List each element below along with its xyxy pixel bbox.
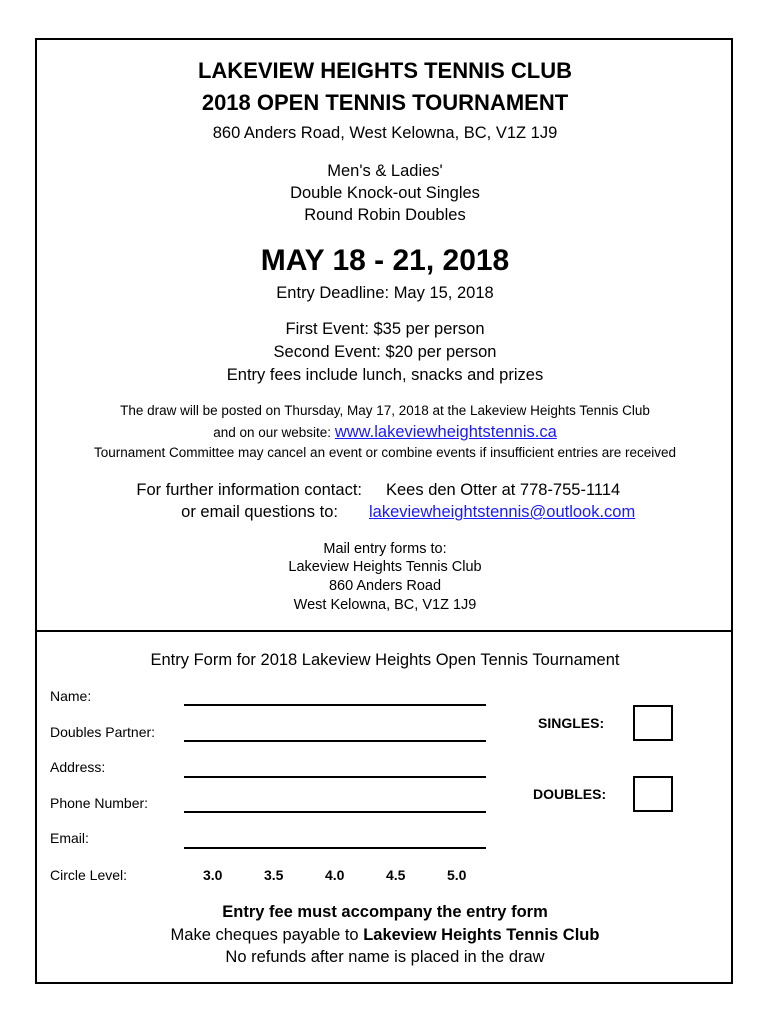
club-address: 860 Anders Road, West Kelowna, BC, V1Z 1J9 — [212, 124, 558, 142]
fee-first-event: First Event: $35 per person — [285, 320, 485, 338]
section-divider — [35, 630, 733, 632]
website-prefix: and on our website: — [213, 425, 332, 440]
fee-includes: Entry fees include lunch, snacks and prizes — [226, 366, 544, 384]
singles-checkbox[interactable] — [633, 705, 673, 741]
address-label: Address: — [50, 759, 106, 775]
contact-info-label: For further information contact: — [136, 481, 362, 499]
email-label: Email: — [50, 830, 89, 846]
cheques-line — [0, 926, 770, 945]
partner-field[interactable] — [184, 740, 486, 742]
level-option[interactable]: 5.0 — [447, 867, 467, 883]
doubles-label: DOUBLES: — [533, 786, 607, 802]
mail-line-1: Lakeview Heights Tennis Club — [288, 559, 482, 575]
club-name: LAKEVIEW HEIGHTS TENNIS CLUB — [197, 58, 572, 83]
singles-label: SINGLES: — [538, 715, 605, 731]
contact-email-link[interactable]: lakeviewheightstennis@outlook.com — [369, 503, 636, 521]
mail-line-3: West Kelowna, BC, V1Z 1J9 — [293, 597, 477, 613]
phone-field[interactable] — [184, 811, 486, 813]
contact-info-value: Kees den Otter at 778-755-1114 — [386, 481, 621, 499]
events-line-2: Double Knock-out Singles — [290, 184, 480, 202]
fee-notice: Entry fee must accompany the entry form — [222, 903, 548, 921]
level-option[interactable]: 4.0 — [325, 867, 345, 883]
level-label: Circle Level: — [50, 867, 128, 883]
mail-title: Mail entry forms to: — [323, 541, 447, 557]
doubles-checkbox[interactable] — [633, 776, 673, 812]
cheques-prefix: Make cheques payable to — [170, 926, 359, 944]
draw-notice: The draw will be posted on Thursday, May 17, 2018 at the Lakeview Heights Tennis Club — [120, 403, 650, 418]
partner-label: Doubles Partner: — [50, 724, 156, 740]
address-field[interactable] — [184, 776, 486, 778]
tournament-dates: MAY 18 - 21, 2018 — [260, 244, 510, 277]
level-option[interactable]: 4.5 — [386, 867, 406, 883]
entry-deadline: Entry Deadline: May 15, 2018 — [276, 284, 494, 302]
form-title: Entry Form for 2018 Lakeview Heights Open Tennis Tournament — [150, 651, 620, 669]
cheques-payee: Lakeview Heights Tennis Club — [363, 926, 600, 944]
fee-second-event: Second Event: $20 per person — [273, 343, 497, 361]
level-option[interactable]: 3.5 — [264, 867, 284, 883]
cancel-notice: Tournament Committee may cancel an event or combine events if insufficient entries are received — [93, 445, 677, 460]
website-link[interactable]: www.lakeviewheightstennis.ca — [334, 423, 557, 441]
events-line-1: Men's & Ladies' — [327, 162, 443, 180]
website-line — [0, 423, 770, 442]
events-line-3: Round Robin Doubles — [304, 206, 466, 224]
refund-notice: No refunds after name is placed in the draw — [225, 948, 545, 966]
email-field[interactable] — [184, 847, 486, 849]
phone-label: Phone Number: — [50, 795, 149, 811]
tournament-title: 2018 OPEN TENNIS TOURNAMENT — [201, 90, 569, 115]
contact-email-label: or email questions to: — [181, 503, 338, 521]
mail-line-2: 860 Anders Road — [328, 578, 442, 594]
name-field[interactable] — [184, 704, 486, 706]
name-label: Name: — [50, 688, 92, 704]
level-option[interactable]: 3.0 — [203, 867, 223, 883]
